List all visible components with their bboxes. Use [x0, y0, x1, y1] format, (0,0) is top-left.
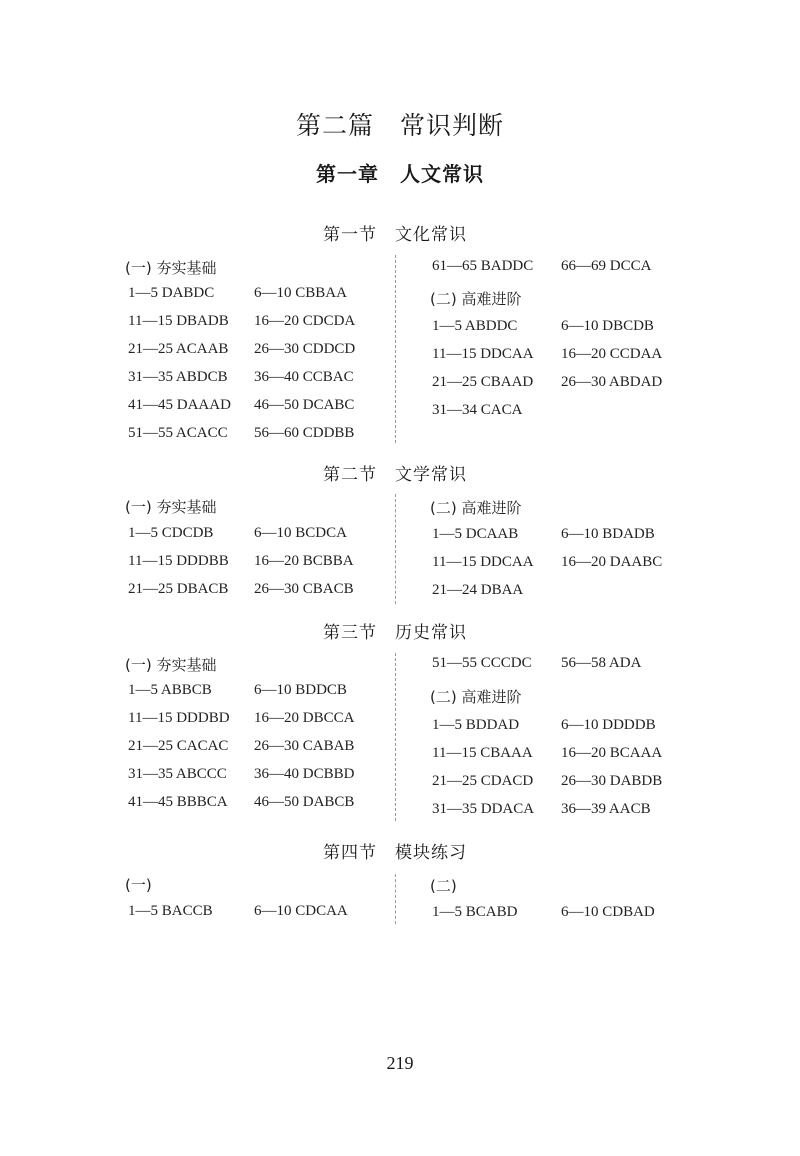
answer-range: 51—55 ACACC	[128, 425, 228, 441]
answer-range: 6—10 CDBAD	[561, 904, 655, 920]
answer-range: 1—5 DCAAB	[432, 526, 519, 542]
answer-range: 31—34 CACA	[432, 402, 523, 418]
subsection-heading: (二) 高难进阶	[430, 499, 522, 517]
answer-range: 11—15 CBAAA	[432, 745, 533, 761]
answer-range: 1—5 ABDDC	[432, 318, 518, 334]
answer-range: 31—35 DDACA	[432, 801, 535, 817]
answer-range: 26—30 CABAB	[254, 738, 355, 754]
answer-range: 36—39 AACB	[561, 801, 651, 817]
subsection-heading: (一) 夯实基础	[125, 259, 217, 277]
column-divider	[395, 255, 396, 443]
answer-range: 6—10 BCDCA	[254, 525, 347, 541]
answer-range: 6—10 CDCAA	[254, 903, 348, 919]
answer-range: 16—20 BCBBA	[254, 553, 354, 569]
answer-range: 16—20 CDCDA	[254, 313, 356, 329]
section-title: 第四节 模块练习	[323, 843, 467, 863]
answer-range: 31—35 ABCCC	[128, 766, 227, 782]
answer-range: 6—10 DDDDB	[561, 717, 656, 733]
answer-range: 11—15 DDDBD	[128, 710, 230, 726]
answer-range: 21—25 CDACD	[432, 773, 534, 789]
answer-range: 41—45 BBBCA	[128, 794, 228, 810]
answer-range: 11—15 DDCAA	[432, 554, 534, 570]
answer-range: 26—30 DABDB	[561, 773, 663, 789]
answer-range: 36—40 DCBBD	[254, 766, 355, 782]
section-title: 第三节 历史常识	[323, 623, 467, 643]
answer-range: 21—25 ACAAB	[128, 341, 229, 357]
answer-range: 6—10 BDDCB	[254, 682, 347, 698]
answer-range: 6—10 CBBAA	[254, 285, 347, 301]
answer-range: 61—65 BADDC	[432, 258, 534, 274]
subsection-heading: (二)	[430, 877, 457, 895]
section-title: 第一节 文化常识	[323, 225, 467, 245]
answer-range: 1—5 DABDC	[128, 285, 215, 301]
answer-range: 46—50 DABCB	[254, 794, 355, 810]
page-number: 219	[386, 1053, 414, 1073]
answer-range: 21—25 CACAC	[128, 738, 229, 754]
answer-range: 21—25 CBAAD	[432, 374, 534, 390]
section-title: 第二节 文学常识	[323, 465, 467, 485]
answer-range: 16—20 DAABC	[561, 554, 663, 570]
answer-range: 26—30 CBACB	[254, 581, 354, 597]
answer-range: 21—24 DBAA	[432, 582, 524, 598]
answer-range: 26—30 ABDAD	[561, 374, 663, 390]
answer-range: 6—10 BDADB	[561, 526, 655, 542]
answer-range: 41—45 DAAAD	[128, 397, 231, 413]
answer-range: 1—5 ABBCB	[128, 682, 212, 698]
answer-range: 56—60 CDDBB	[254, 425, 355, 441]
answer-range: 16—20 CCDAA	[561, 346, 663, 362]
answer-range: 1—5 BCABD	[432, 904, 518, 920]
answer-range: 11—15 DDCAA	[432, 346, 534, 362]
chapter-title: 第一章 人文常识	[316, 162, 484, 186]
answer-range: 46—50 DCABC	[254, 397, 355, 413]
answer-range: 56—58 ADA	[561, 655, 642, 671]
subsection-heading: (一) 夯实基础	[125, 498, 217, 516]
subsection-heading: (二) 高难进阶	[430, 290, 522, 308]
answer-range: 66—69 DCCA	[561, 258, 652, 274]
answer-range: 21—25 DBACB	[128, 581, 229, 597]
part-title: 第二篇 常识判断	[295, 111, 504, 140]
answer-range: 16—20 BCAAA	[561, 745, 663, 761]
answer-range: 31—35 ABDCB	[128, 369, 228, 385]
subsection-heading: (二) 高难进阶	[430, 688, 522, 706]
column-divider	[395, 653, 396, 821]
answer-range: 51—55 CCCDC	[432, 655, 532, 671]
subsection-heading: (一)	[125, 876, 152, 894]
answer-range: 6—10 DBCDB	[561, 318, 654, 334]
column-divider	[395, 874, 396, 924]
answer-range: 36—40 CCBAC	[254, 369, 354, 385]
answer-range: 16—20 DBCCA	[254, 710, 355, 726]
answer-range: 1—5 BDDAD	[432, 717, 520, 733]
answer-range: 1—5 BACCB	[128, 903, 213, 919]
answer-range: 11—15 DBADB	[128, 313, 229, 329]
answer-range: 11—15 DDDBB	[128, 553, 229, 569]
column-divider	[395, 494, 396, 604]
subsection-heading: (一) 夯实基础	[125, 656, 217, 674]
answer-range: 26—30 CDDCD	[254, 341, 356, 357]
answer-range: 1—5 CDCDB	[128, 525, 214, 541]
